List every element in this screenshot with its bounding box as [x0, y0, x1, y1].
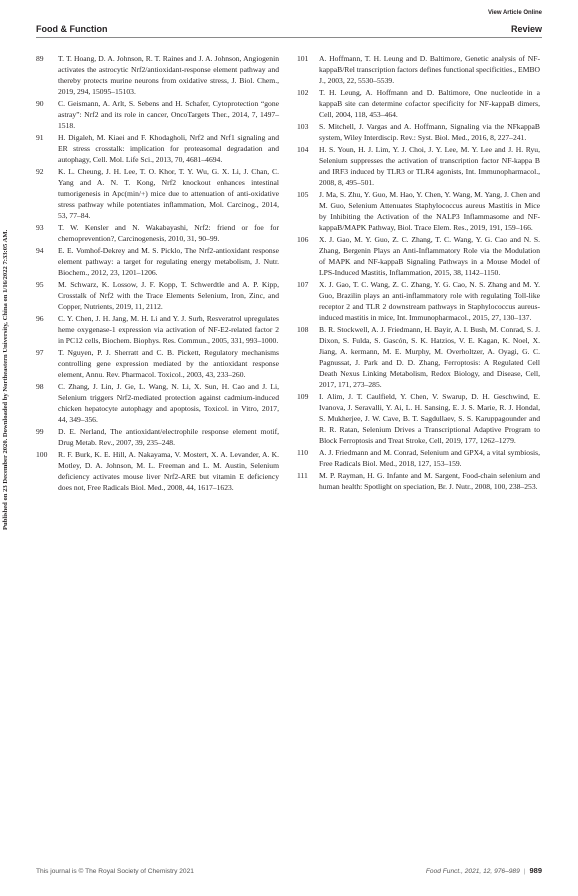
reference-text: T. T. Hoang, D. A. Johnson, R. T. Raines and J. A. Johnson, Angiogenin activates the astrocytic Nrf2/antioxidant-response element pathway and thereby protects murine neurons from oxidative stress, J. Biol. Chem., 2019, 294, 15095–15103. [58, 54, 279, 96]
reference-text: I. Alim, J. T. Caulfield, Y. Chen, V. Swarup, D. H. Geschwind, E. Ivanova, J. Seravalli, Y. Ai, L. H. Sansing, E. J. S. Marie, R. J. Hondal, S. Mukherjee, J. W. Cave, B. T. Sagdullaev, S. S. Karuppagounder and R. R. Ratan, Selenium Drives a Transcriptional Adaptive Program to Block Ferroptosis and Treat Stroke, Cell, 2019, 177, 1262–1279. [319, 392, 540, 445]
reference-text: X. J. Gao, M. Y. Guo, Z. C. Zhang, T. C. Wang, Y. G. Cao and N. S. Zhang, Bergenin Plays an Anti-Inflammatory Role via the Modulation of MAPK and NF-kappaB Signaling Pathways in a Mouse Model of LPS-Induced Mastitis, Inflammation, 2015, 38, 1142–1150. [319, 235, 540, 277]
reference-item [297, 144, 540, 188]
reference-text: K. L. Cheung, J. H. Lee, T. O. Khor, T. Y. Wu, G. X. Li, J. Chan, C. Yang and A. N. T. Kong, Nrf2 knockout enhances intestinal tumorigenesis in Apc(min/+) mice due to attenuation of anti-oxidative stress pathway while potentiates inflammation, Mol. Carcinog., 2014, 53, 77–84. [58, 167, 279, 220]
reference-text: C. Zhang, J. Lin, J. Ge, L. Wang, N. Li, X. Sun, H. Cao and J. Li, Selenium triggers Nrf2-mediated protection against cadmium-induced chicken hepatocyte autophagy and apoptosis, Toxicol. in Vitro, 2017, 44, 349–356. [58, 382, 279, 424]
reference-number: 89 [36, 54, 44, 63]
reference-number: 102 [297, 88, 309, 97]
references-left-column [36, 53, 279, 494]
reference-number: 105 [297, 190, 309, 199]
reference-number: 110 [297, 448, 309, 457]
reference-number: 97 [36, 348, 44, 357]
reference-item [36, 166, 279, 221]
reference-number: 111 [297, 471, 308, 480]
reference-text: T. Nguyen, P. J. Sherratt and C. B. Pickett, Regulatory mechanisms controlling gene expression mediated by the antioxidant response element, Annu. Rev. Pharmacol. Toxicol., 2003, 43, 233–260. [58, 348, 279, 379]
reference-item [297, 87, 540, 120]
footer-citation-group [426, 866, 542, 875]
reference-number: 91 [36, 133, 44, 142]
reference-item [36, 279, 279, 312]
reference-text: J. Ma, S. Zhu, Y. Guo, M. Hao, Y. Chen, Y. Wang, M. Yang, J. Chen and M. Guo, Selenium Attenuates Staphylococcus aureus Mastitis in Mice by Inhibiting the Activation of the NALP3 Inflammasome and NF-kappaB/MAPK Pathway, Biol. Trace Elem. Res., 2019, 191, 159–166. [319, 190, 540, 232]
reference-item [297, 324, 540, 390]
reference-item [297, 470, 540, 492]
reference-text: M. P. Rayman, H. G. Infante and M. Sargent, Food-chain selenium and human health: Spotlight on speciation, Br. J. Nutr., 2008, 100, 238–253. [319, 471, 540, 491]
reference-item [297, 53, 540, 86]
view-article-online-link[interactable]: View Article Online [487, 10, 542, 16]
reference-number: 90 [36, 99, 44, 108]
references-right-column [297, 53, 540, 493]
reference-text: A. Hoffmann, T. H. Leung and D. Baltimore, Genetic analysis of NF-kappaB/Rel transcription factors defines functional specificities., EMBO J., 2003, 22, 5530–5539. [319, 54, 541, 85]
reference-item [36, 53, 279, 97]
reference-item [297, 234, 540, 278]
reference-text: X. J. Gao, T. C. Wang, Z. C. Zhang, Y. G. Cao, N. S. Zhang and M. Y. Guo, Brazilin plays an anti-inflammatory role with regulating Toll-like receptor 2 and TLR 2 downstream pathways in Staphylococcus aureus-induced mastitis in mice, Int. Immunopharmacol., 2015, 27, 130–137. [319, 280, 540, 322]
reference-number: 104 [297, 145, 309, 154]
reference-text: T. W. Kensler and N. Wakabayashi, Nrf2: friend or foe for chemoprevention?, Carcinogenesis, 2010, 31, 90–99. [58, 223, 279, 243]
reference-number: 109 [297, 392, 309, 401]
reference-text: H. S. Youn, H. J. Lim, Y. J. Choi, J. Y. Lee, M. Y. Lee and J. H. Ryu, Selenium suppresses the activation of transcription factor NF-kappa B and IRF3 induced by TLR3 or TLR4 agonists, Int. Immunopharmacol., 2008, 8, 495–501. [319, 145, 540, 187]
reference-text: C. Y. Chen, J. H. Jang, M. H. Li and Y. J. Surh, Resveratrol upregulates heme oxygenase-1 expression via activation of NF-E2-related factor 2 in PC12 cells, Biochem. Biophys. Res. Commun., 2005, 331, 993–1000. [58, 314, 279, 345]
reference-item [297, 121, 540, 143]
reference-number: 99 [36, 427, 44, 436]
reference-text: E. E. Vomhof-Dekrey and M. S. Picklo, The Nrf2-antioxidant response element pathway: a target for regulating energy metabolism, J. Nutr. Biochem., 2012, 23, 1201–1206. [58, 246, 279, 277]
reference-number: 106 [297, 235, 309, 244]
reference-item [36, 222, 279, 244]
reference-item [297, 391, 540, 446]
journal-name: Food & Function [36, 24, 108, 34]
reference-number: 92 [36, 167, 44, 176]
header-divider [36, 37, 542, 38]
reference-number: 103 [297, 122, 309, 131]
reference-number: 101 [297, 54, 309, 63]
reference-text: C. Geismann, A. Arlt, S. Sebens and H. Schafer, Cytoprotection “gone astray”: Nrf2 and its role in cancer, OncoTargets Ther., 2014, 7, 1497–1518. [58, 99, 279, 130]
section-label: Review [510, 24, 542, 34]
reference-text: R. F. Burk, K. E. Hill, A. Nakayama, V. Mostert, X. A. Levander, A. K. Motley, D. A. Johnson, M. L. Freeman and L. M. Austin, Selenium deficiency activates mouse liver Nrf2-ARE but vitamin E deficiency does not, Free Radicals Biol. Med., 2008, 44, 1617–1623. [58, 450, 279, 492]
reference-item [297, 279, 540, 323]
reference-number: 100 [36, 450, 48, 459]
reference-item [36, 449, 279, 493]
reference-text: M. Schwarz, K. Lossow, J. F. Kopp, T. Schwerdtle and A. P. Kipp, Crosstalk of Nrf2 with the Trace Elements Selenium, Iron, Zinc, and Copper, Nutrients, 2019, 11, 2112. [58, 280, 279, 311]
reference-item [297, 447, 540, 469]
reference-number: 98 [36, 382, 44, 391]
publication-side-note: Published on 23 December 2020. Downloaded by Northeastern University, China on 1/16/2022 7:33:05 AM. [2, 229, 9, 531]
reference-text: B. R. Stockwell, A. J. Friedmann, H. Bayir, A. I. Bush, M. Conrad, S. J. Dixon, S. Fulda, S. Gascón, S. K. Hatzios, V. E. Kagan, K. Noel, X. Jiang, A. kermann, M. E. Murphy, M. Overholtzer, A. Oyagi, G. C. Pagnussat, J. Park and D. D. Zhang, Ferroptosis: A Regulated Cell Death Nexus Linking Metabolism, Redox Biology, and Disease, Cell, 2017, 171, 273–285. [319, 325, 540, 389]
reference-text: H. Digaleh, M. Kiaei and F. Khodagholi, Nrf2 and Nrf1 signaling and ER stress crosstalk: implication for proteasomal degradation and autophagy, Cell. Mol. Life Sci., 2013, 70, 4681–4694. [58, 133, 279, 164]
footer-separator: | [523, 868, 526, 875]
reference-number: 95 [36, 280, 44, 289]
reference-item [36, 313, 279, 346]
reference-number: 93 [36, 223, 44, 232]
reference-text: A. J. Friedmann and M. Conrad, Selenium and GPX4, a vital symbiosis, Free Radicals Biol. Med., 2018, 127, 153–159. [319, 448, 540, 468]
reference-text: D. E. Nerland, The antioxidant/electrophile response element motif, Drug Metab. Rev., 2007, 39, 235–248. [58, 427, 279, 447]
page-header [36, 24, 542, 34]
reference-number: 108 [297, 325, 309, 334]
reference-item [36, 98, 279, 131]
reference-text: S. Mitchell, J. Vargas and A. Hoffmann, Signaling via the NFkappaB system, Wiley Interdiscip. Rev.: Syst. Biol. Med., 2016, 8, 227–241. [319, 122, 540, 142]
reference-number: 94 [36, 246, 44, 255]
reference-item [297, 189, 540, 233]
reference-number: 96 [36, 314, 44, 323]
page-footer [36, 866, 542, 875]
reference-text: T. H. Leung, A. Hoffmann and D. Baltimore, One nucleotide in a kappaB site can determine cofactor specificity for NF-kappaB dimers, Cell, 2004, 118, 453–464. [319, 88, 540, 119]
reference-item [36, 245, 279, 278]
journal-citation: Food Funct., 2021, 12, 976–989 [425, 868, 520, 875]
reference-item [36, 426, 279, 448]
reference-item [36, 381, 279, 425]
reference-item [36, 132, 279, 165]
page-number: 989 [529, 866, 542, 875]
reference-item [36, 347, 279, 380]
reference-number: 107 [297, 280, 309, 289]
copyright-note: This journal is © The Royal Society of Chemistry 2021 [36, 868, 194, 875]
